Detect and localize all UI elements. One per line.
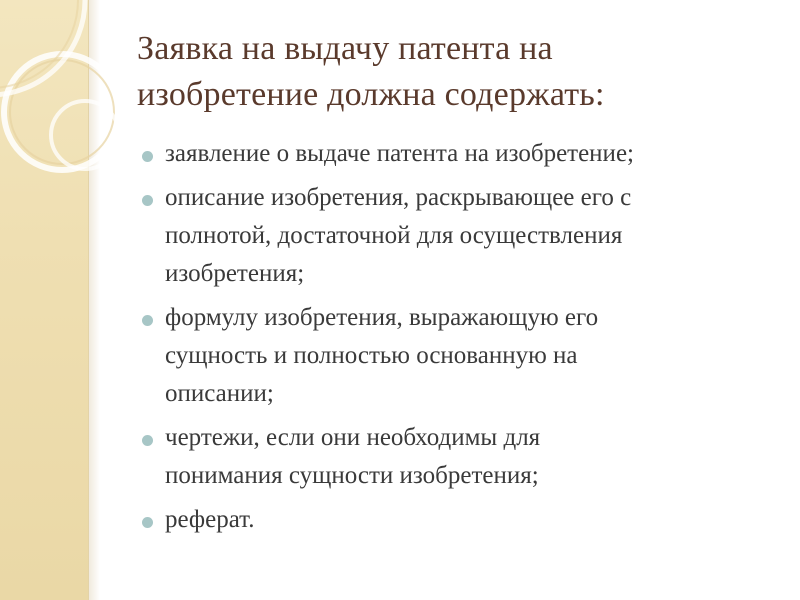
bullet-item-formula xyxy=(136,299,786,413)
bullet-line: полнотой, достаточной для осуществления xyxy=(165,222,623,249)
bullet-item-drawings xyxy=(136,419,786,495)
bullet-line: описание изобретения, раскрывающее его с xyxy=(165,184,632,211)
bullet-dot-icon xyxy=(142,195,153,206)
bullet-line: сущность и полностью основанную на xyxy=(165,342,578,369)
bullet-text xyxy=(165,135,786,173)
bullet-dot-icon xyxy=(142,315,153,326)
bullet-text xyxy=(165,419,786,495)
bullet-item-abstract xyxy=(136,501,786,539)
bullet-text xyxy=(165,179,786,293)
bullet-line: реферат. xyxy=(165,506,255,533)
bullet-line: изобретения; xyxy=(165,260,305,287)
left-decorative-band xyxy=(0,0,88,600)
bullet-line: заявление о выдаче патента на изобретение; xyxy=(165,140,634,167)
slide-title xyxy=(137,26,777,118)
bullet-item-application xyxy=(136,135,786,173)
bullet-dot-icon xyxy=(142,151,153,162)
left-band-edge-line xyxy=(88,0,89,600)
bullet-line: описании; xyxy=(165,380,274,407)
left-band-shadow xyxy=(88,0,100,600)
bullet-line: понимания сущности изобретения; xyxy=(165,462,539,489)
slide-title-line-1: Заявка на выдачу патента на xyxy=(137,30,553,67)
bullet-list xyxy=(136,135,786,545)
bullet-line: формулу изобретения, выражающую его xyxy=(165,304,599,331)
slide-title-line-2: изобретение должна содержать: xyxy=(137,76,605,113)
bullet-line: чертежи, если они необходимы для xyxy=(165,424,541,451)
bullet-item-description xyxy=(136,179,786,293)
bullet-dot-icon xyxy=(142,517,153,528)
bullet-dot-icon xyxy=(142,435,153,446)
bullet-text xyxy=(165,299,786,413)
bullet-text xyxy=(165,501,786,539)
